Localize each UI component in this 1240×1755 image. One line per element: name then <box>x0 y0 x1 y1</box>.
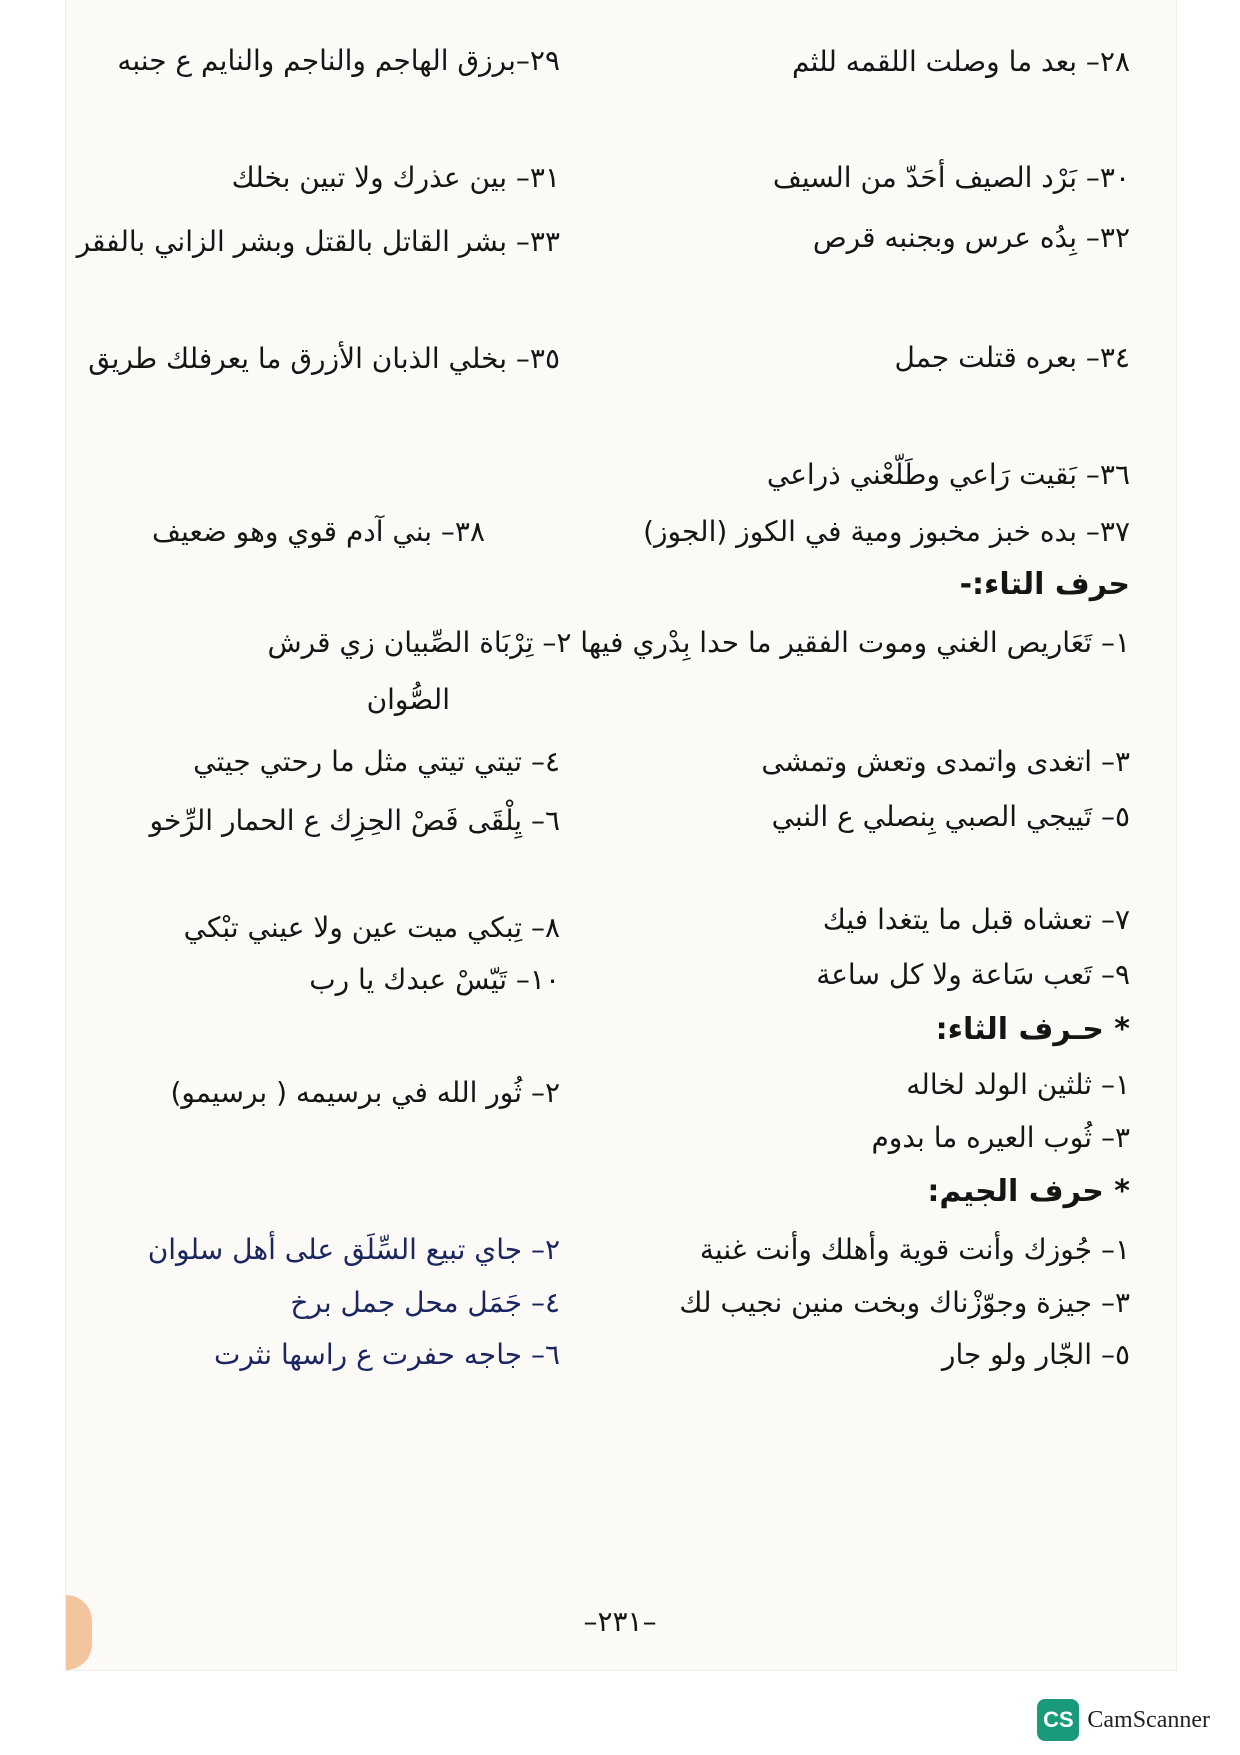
section-heading-tha: * حـرف الثاء: <box>935 1012 1130 1047</box>
section-heading-jim: * حرف الجيم: <box>927 1174 1130 1209</box>
ta-proverb-5: ٥– تَييجي الصبي بِنصلي ع النبي <box>771 800 1130 833</box>
jim-proverb-1: ١– جُوزك وأنت قوية وأهلك وأنت غنية <box>699 1233 1130 1266</box>
proverb-31: ٣١– بين عذرك ولا تبين بخلك <box>231 161 560 194</box>
proverb-34: ٣٤– بعره قتلت جمل <box>894 341 1130 374</box>
proverb-35: ٣٥– بخلي الذبان الأزرق ما يعرفلك طريق <box>88 342 560 375</box>
proverb-38: ٣٨– بني آدم قوي وهو ضعيف <box>152 515 485 548</box>
ta-proverb-7: ٧– تعشاه قبل ما يتغدا فيك <box>822 903 1130 936</box>
proverb-30: ٣٠– بَرْد الصيف أحَدّ من السيف <box>772 161 1130 194</box>
camscanner-logo-icon: CS <box>1037 1699 1079 1741</box>
tha-proverb-2: ٢– ثُور الله في برسيمه ( برسيمو) <box>170 1076 560 1109</box>
ta-proverb-1-2: ١– تَعَاريص الغني وموت الفقير ما حدا بِدْري فيها ٢– تِرْبَاة الصِّبيان زي قرش <box>267 626 1130 659</box>
proverb-32: ٣٢– بِدُه عرس وبجنبه قرص <box>812 221 1130 254</box>
ta-proverb-8: ٨– تِبكي ميت عين ولا عيني تبْكي <box>183 911 560 944</box>
camscanner-watermark <box>1037 1700 1210 1740</box>
tha-proverb-3: ٣– ثُوب العيره ما بدوم <box>871 1121 1130 1154</box>
proverb-29: ٢٩–برزق الهاجم والناجم والنايم ع جنبه <box>117 44 560 77</box>
jim-proverb-6: ٦– جاجه حفرت ع راسها نثرت <box>214 1338 560 1371</box>
ta-proverb-2-continued: الصُّوان <box>366 683 450 716</box>
section-heading-ta: حرف التاء:- <box>959 567 1130 602</box>
proverb-37: ٣٧– بده خبز مخبوز ومية في الكوز (الجوز) <box>643 515 1130 548</box>
proverb-36: ٣٦– بَقيت رَاعي وطَلّعْني ذراعي <box>766 458 1130 491</box>
jim-proverb-2: ٢– جاي تبيع السِّلَق على أهل سلوان <box>147 1233 560 1266</box>
page-number: –٢٣١– <box>583 1605 657 1638</box>
proverb-28: ٢٨– بعد ما وصلت اللقمه للثم <box>792 45 1130 78</box>
tha-proverb-1: ١– ثلثين الولد لخاله <box>906 1068 1130 1101</box>
ta-proverb-6: ٦– يِلْقَى فَصْ الحِزِك ع الحمار الرِّخو <box>149 804 560 837</box>
jim-proverb-3: ٣– جيزة وجوّزْناك وبخت منين نجيب لك <box>679 1286 1130 1319</box>
proverb-33: ٣٣– بشر القاتل بالقتل وبشر الزاني بالفقر <box>76 225 560 258</box>
jim-proverb-5: ٥– الجّار ولو جار <box>941 1338 1130 1371</box>
ta-proverb-9: ٩– تَعب سَاعة ولا كل ساعة <box>816 958 1130 991</box>
ta-proverb-3: ٣– اتغدى واتمدى وتعش وتمشى <box>761 745 1130 778</box>
camscanner-label: CamScanner <box>1087 1706 1210 1733</box>
jim-proverb-4: ٤– جَمَل محل جمل برخ <box>290 1286 560 1319</box>
ta-proverb-4: ٤– تيتي تيتي مثل ما رحتي جيتي <box>193 745 560 778</box>
ta-proverb-10: ١٠– تَيّسْ عبدك يا رب <box>309 963 560 996</box>
